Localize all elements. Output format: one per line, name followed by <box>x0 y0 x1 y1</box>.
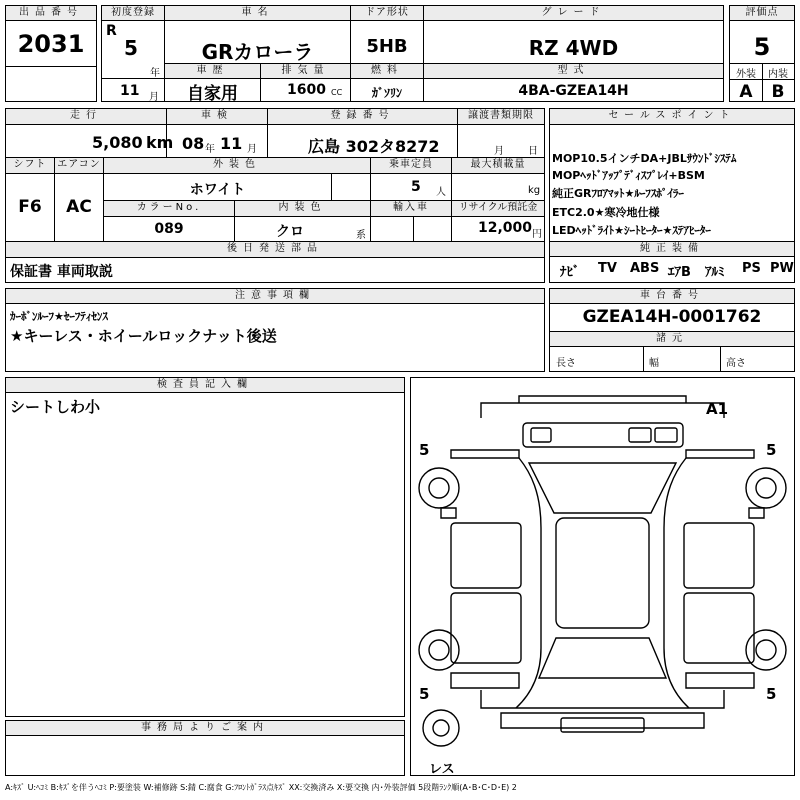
reg-no-label: 登録番号 <box>268 109 457 125</box>
tire-rear-left: 5 <box>419 685 430 703</box>
office-label: 事務局よりご案内 <box>6 721 404 736</box>
height-label: 高さ <box>726 358 746 369</box>
mileage: 5,080 <box>92 133 143 152</box>
name-label: 車名 <box>165 6 350 21</box>
chassis-number: GZEA14H-0001762 <box>582 307 762 327</box>
width-label: 幅 <box>649 358 659 369</box>
lot-box <box>5 5 97 102</box>
int-color-label: 内装色 <box>235 201 370 217</box>
ac-label: エアコン <box>55 158 103 174</box>
insp-year-unit: 年 <box>205 144 215 155</box>
ext-color-label: 外装色 <box>104 158 370 174</box>
displacement-label: 排気量 <box>261 64 350 79</box>
interior-label: 内装 <box>768 69 788 80</box>
sales-points-box <box>549 108 795 242</box>
color-no-label: カラーNo. <box>104 201 234 217</box>
sales-points-label: セールスポイント <box>550 109 794 125</box>
door-type: 5HB <box>366 36 408 57</box>
score-box <box>729 5 795 102</box>
legend: A:ｷｽﾞ U:ﾍｺﾐ B:ｷｽﾞを伴うﾍｺﾐ P:要塗装 W:補修跡 S:錆 C:腐食 G:ﾌﾛﾝﾄｶﾞﾗｽ点ｷｽﾞ XX:交換済み X:要交換 内･外装評価 5段階ﾗﾝｸ順(A･B･C･D･E) 2 <box>5 783 517 792</box>
equip-tv: TV <box>598 261 617 276</box>
color-no: 089 <box>154 221 184 237</box>
equip-pw: PW <box>770 261 794 276</box>
later-parts: 保証書 車両取説 <box>10 264 113 280</box>
ext-color: ホワイト <box>189 182 246 198</box>
recycle-label: リサイクル預託金 <box>452 201 544 217</box>
grade-label: グレード <box>424 6 723 21</box>
tire-rear-right: 5 <box>766 685 777 703</box>
km-unit: km <box>146 133 174 152</box>
equip-airbag: ｴｱB <box>668 265 691 280</box>
fuel-label: 燃料 <box>351 64 423 79</box>
reg-month: 11 <box>120 83 140 99</box>
equip-ps: PS <box>742 261 761 276</box>
history-label: 車歴 <box>165 64 260 79</box>
sales-point-4: ETC2.0★寒冷地仕様 <box>552 206 660 219</box>
chassis-label: 車台番号 <box>550 289 794 304</box>
transfer-day-unit: 日 <box>528 146 538 157</box>
sales-point-5: LEDﾍｯﾄﾞﾗｲﾄ★ｼｰﾄﾋｰﾀｰ★ｽﾃｱﾋｰﾀｰ <box>552 224 711 237</box>
year-unit: 年 <box>150 68 160 79</box>
notes-line-1: ｶｰﾎﾞﾝﾙｰﾌ★ｾｰﾌﾃｨｾﾝｽ <box>10 310 108 323</box>
equipment-label: 純正装備 <box>550 242 794 257</box>
office-box <box>5 720 405 776</box>
displacement: 1600 <box>287 82 326 98</box>
mileage-label: 走行 <box>6 109 166 125</box>
model-label: 型式 <box>424 64 723 79</box>
equipment-box <box>549 241 795 283</box>
notes-line-2: ★キーレス・ホイールロックナット後送 <box>10 327 277 345</box>
insp-month: 11 <box>220 134 243 153</box>
tire-front-left: 5 <box>419 441 430 459</box>
first-reg-label: 初度登録 <box>102 6 164 21</box>
sales-point-2: MOPﾍｯﾄﾞｱｯﾌﾟﾃﾞｨｽﾌﾟﾚｲ+BSM <box>552 169 705 182</box>
score-label: 評価点 <box>730 6 794 21</box>
transfer-label: 譲渡書類期限 <box>458 109 544 125</box>
notes-box <box>5 288 545 372</box>
tire-front-right: 5 <box>766 441 777 459</box>
fuel: ｶﾞｿﾘﾝ <box>371 86 402 100</box>
car-name: GRカローラ <box>201 40 314 64</box>
damage-mark-a1: A1 <box>706 400 729 418</box>
history: 自家用 <box>187 84 238 104</box>
spare-tire-status: レス <box>429 762 455 777</box>
sales-point-3: 純正GRﾌﾛｱﾏｯﾄ★ﾙｰﾌｽﾎﾟｲﾗｰ <box>552 187 684 200</box>
shift-label: シフト <box>6 158 54 174</box>
equip-navi: ﾅﾋﾞ <box>560 265 580 280</box>
cc-unit: CC <box>331 88 343 97</box>
notes-label: 注意事項欄 <box>6 289 544 304</box>
inspection-label: 車検 <box>167 109 267 125</box>
chassis-box <box>549 288 795 372</box>
int-color-unit: 系 <box>356 230 366 241</box>
equip-abs: ABS <box>630 261 660 276</box>
kg-unit: kg <box>528 185 541 196</box>
reg-year: 5 <box>124 36 138 60</box>
door-box <box>350 5 424 102</box>
era: R <box>106 23 117 39</box>
door-label: ドア形状 <box>351 6 423 21</box>
inspector-label: 検査員記入欄 <box>6 378 404 393</box>
exterior-grade: A <box>739 82 753 102</box>
score: 5 <box>753 33 771 61</box>
dims-label: 諸元 <box>550 332 794 347</box>
yen-unit: 円 <box>532 229 542 240</box>
capacity: 5 <box>411 179 421 195</box>
grade: RZ 4WD <box>528 36 619 60</box>
grade-box <box>423 5 724 102</box>
import-label: 輸入車 <box>371 201 451 217</box>
length-label: 長さ <box>556 358 576 369</box>
equip-alloy: ｱﾙﾐ <box>705 265 725 280</box>
condition-diagram <box>410 377 795 776</box>
later-parts-label: 後日発送部品 <box>6 242 544 257</box>
car-outline-diagram <box>411 378 794 775</box>
person-unit: 人 <box>436 187 446 198</box>
inspector-box <box>5 377 405 717</box>
later-parts-box <box>5 257 545 283</box>
model-code: 4BA-GZEA14H <box>518 83 629 99</box>
int-color: クロ <box>276 224 304 240</box>
shift: F6 <box>18 197 42 217</box>
capacity-label: 乗車定員 <box>371 158 451 174</box>
month-unit: 月 <box>149 92 159 103</box>
name-box <box>164 5 351 102</box>
inspector-comment: シートしわ小 <box>10 398 101 416</box>
lot-number: 2031 <box>17 30 85 58</box>
interior-grade: B <box>771 82 785 102</box>
exterior-label: 外装 <box>736 69 756 80</box>
lot-label: 出品番号 <box>6 6 96 21</box>
plate: 広島 302タ8272 <box>308 137 440 156</box>
insp-year: 08 <box>182 134 205 153</box>
details-box <box>5 108 545 258</box>
transfer-month-unit: 月 <box>494 146 504 157</box>
sales-point-1: MOP10.5インチDA+JBLｻｳﾝﾄﾞｼｽﾃﾑ <box>552 152 737 165</box>
first-reg-box <box>101 5 165 102</box>
ac: AC <box>66 197 92 217</box>
insp-month-unit: 月 <box>247 144 257 155</box>
recycle-fee: 12,000 <box>478 220 533 236</box>
load-label: 最大積載量 <box>452 158 544 174</box>
